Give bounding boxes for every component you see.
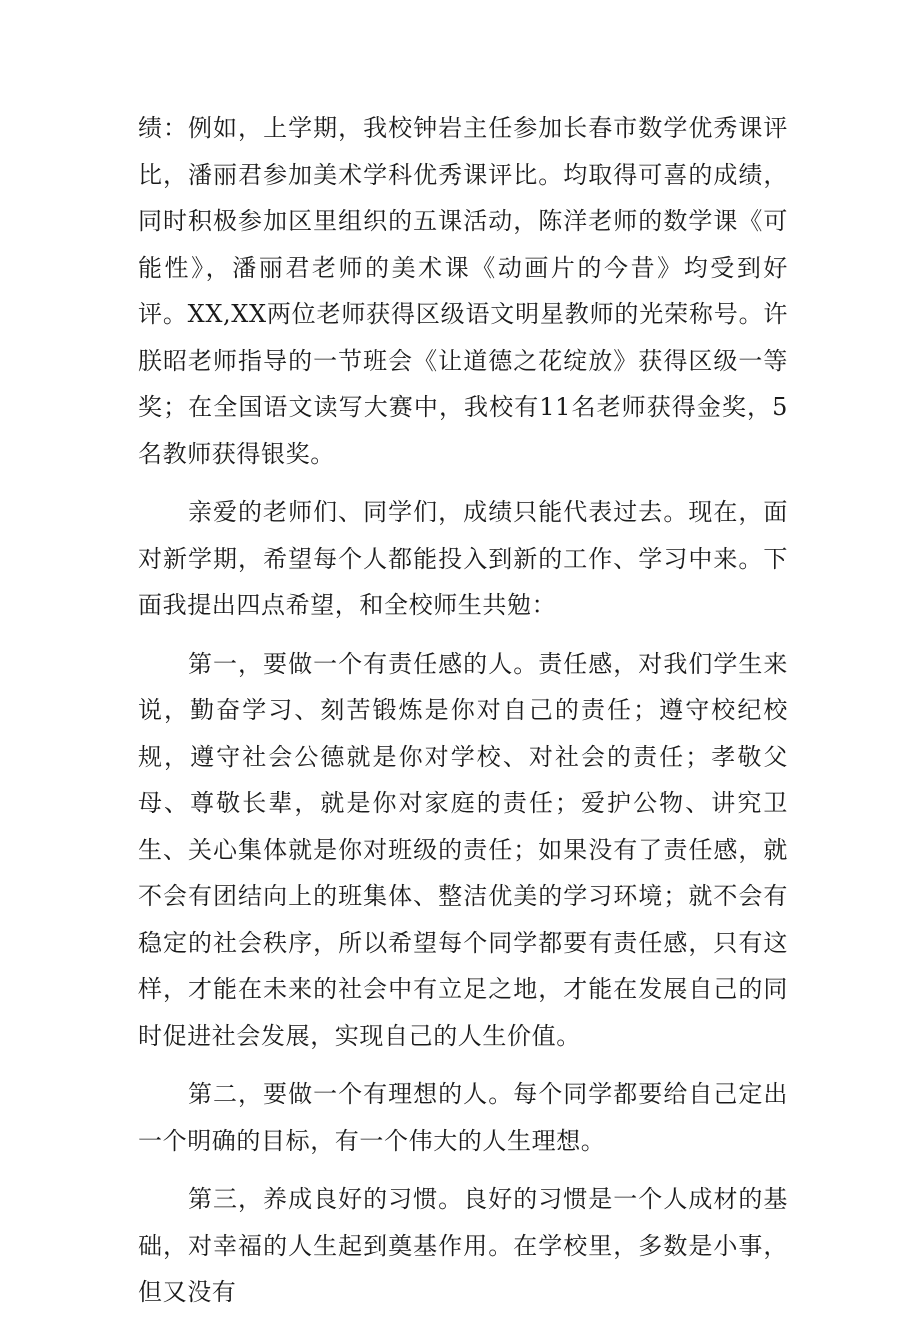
paragraph-ideals: 第二，要做一个有理想的人。每个同学都要给自己定出一个明确的目标，有一个伟大的人生理想。	[138, 1080, 788, 1155]
paragraph-achievements: 绩：例如，上学期，我校钟岩主任参加长春市数学优秀课评比，潘丽君参加美术学科优秀课评比。均取得可喜的成绩，同时积极参加区里组织的五课活动，陈洋老师的数学课《可能性》，潘丽君老师的美术课《动画片的今昔》均受到好评。XX,XX两位老师获得区级语文明星教师的光荣称号。许朕昭老师指导的一节班会《让道德之花绽放》获得区级一等奖；在全国语文读写大赛中，我校有11名老师获得金奖，5名教师获得银奖。	[138, 114, 788, 468]
document-body	[138, 105, 788, 1328]
paragraph-responsibility: 第一，要做一个有责任感的人。责任感，对我们学生来说，勤奋学习、刻苦锻炼是你对自己的责任；遵守校纪校规，遵守社会公德就是你对学校、对社会的责任；孝敬父母、尊敬长辈，就是你对家庭的责任；爱护公物、讲究卫生、关心集体就是你对班级的责任；如果没有了责任感，就不会有团结向上的班集体、整洁优美的学习环境；就不会有稳定的社会秩序，所以希望每个同学都要有责任感，只有这样，才能在未来的社会中有立足之地，才能在发展自己的同时促进社会发展，实现自己的人生价值。	[138, 649, 788, 1050]
paragraph-good-habits: 第三，养成良好的习惯。良好的习惯是一个人成材的基础，对幸福的人生起到奠基作用。在学校里，多数是小事，但又没有	[138, 1185, 788, 1306]
paragraph-new-semester: 亲爱的老师们、同学们，成绩只能代表过去。现在，面对新学期，希望每个人都能投入到新的工作、学习中来。下面我提出四点希望，和全校师生共勉：	[138, 498, 788, 619]
